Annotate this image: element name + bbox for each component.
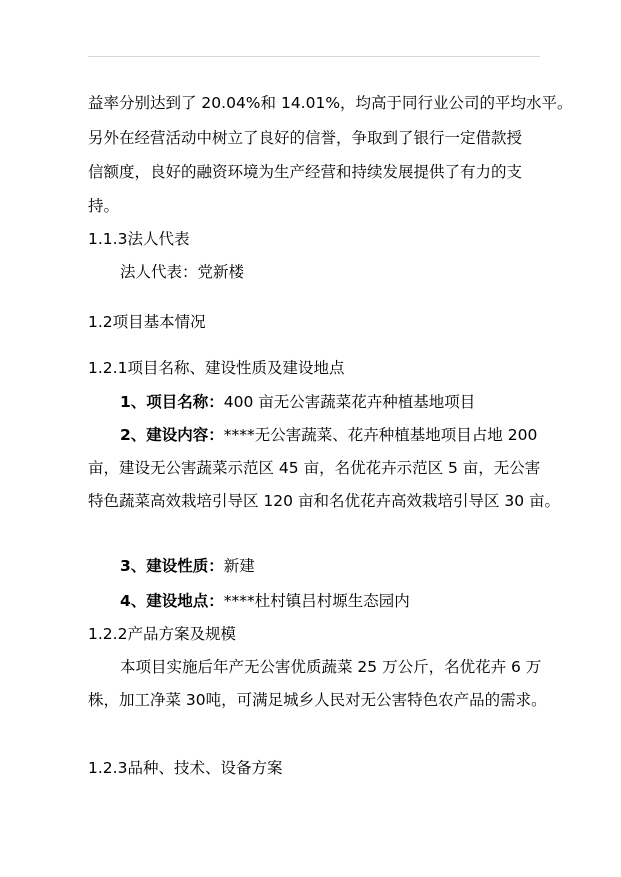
item-value: ****无公害蔬菜、花卉种植基地项目占地 200 <box>223 426 538 444</box>
paragraph-line: 株，加工净菜 30吨，可满足城乡人民对无公害特色农产品的需求。 <box>88 691 547 709</box>
item-value: 400 亩无公害蔬菜花卉种植基地项目 <box>223 393 476 411</box>
paragraph-line: 益率分别达到了 20.04%和 14.01%，均高于同行业公司的平均水平。 <box>88 94 573 112</box>
legal-representative: 法人代表：党新楼 <box>120 263 245 281</box>
item-value: ****杜村镇吕村塬生态园内 <box>223 592 410 610</box>
header-divider <box>88 56 540 57</box>
item-project-name <box>120 392 475 412</box>
section-heading-1-2-2: 1.2.2产品方案及规模 <box>88 625 236 643</box>
section-heading-1-2-1: 1.2.1项目名称、建设性质及建设地点 <box>88 359 345 377</box>
item-label: 4、建设地点： <box>120 592 224 610</box>
item-construction-nature <box>120 556 255 576</box>
item-label: 3、建设性质： <box>120 557 224 575</box>
section-heading-1-1-3: 1.1.3法人代表 <box>88 230 190 248</box>
item-construction-content <box>120 425 537 445</box>
paragraph-line: 本项目实施后年产无公害优质蔬菜 25 万公斤，名优花卉 6 万 <box>120 658 542 676</box>
item-construction-location <box>120 591 410 611</box>
paragraph-line: 信额度，良好的融资环境为生产经营和持续发展提供了有力的支 <box>88 163 523 181</box>
paragraph-line: 亩，建设无公害蔬菜示范区 45 亩，名优花卉示范区 5 亩，无公害 <box>88 459 541 477</box>
section-heading-1-2-3: 1.2.3品种、技术、设备方案 <box>88 759 283 777</box>
item-label: 2、建设内容： <box>120 426 224 444</box>
section-heading-1-2: 1.2项目基本情况 <box>88 313 206 331</box>
paragraph-line: 持。 <box>88 197 120 215</box>
paragraph-line: 另外在经营活动中树立了良好的信誉，争取到了银行一定借款授 <box>88 129 523 147</box>
paragraph-line: 特色蔬菜高效栽培引导区 120 亩和名优花卉高效栽培引导区 30 亩。 <box>88 492 561 510</box>
item-label: 1、项目名称： <box>120 393 224 411</box>
item-value: 新建 <box>223 557 255 575</box>
